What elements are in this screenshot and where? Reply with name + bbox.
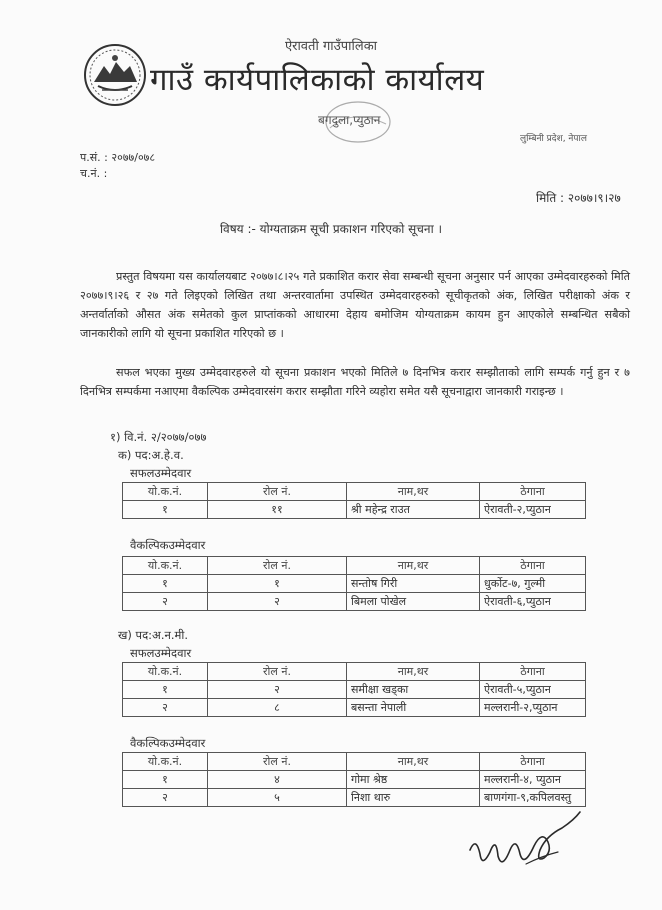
post-label-a: क) पद:अ.हे.व. xyxy=(118,448,184,462)
table-cell: ११ xyxy=(208,501,347,519)
column-header: नाम,थर xyxy=(347,483,480,501)
table-row xyxy=(123,789,586,807)
table-cell: मल्लरानी-२,प्युठान xyxy=(480,699,586,717)
province-name: लुम्बिनी प्रदेश, नेपाल xyxy=(520,134,587,144)
group-title-successful-a: सफलउम्मेदवार xyxy=(130,466,192,480)
table-cell: श्री महेन्द्र राउत xyxy=(347,501,480,519)
column-header: यो.क.नं. xyxy=(123,557,208,575)
table-row xyxy=(123,699,586,717)
table-header-row xyxy=(123,663,586,681)
group-title-successful-b: सफलउम्मेदवार xyxy=(130,646,192,660)
table-row xyxy=(123,771,586,789)
table-cell: निशा थारु xyxy=(347,789,480,807)
handwritten-signature-icon xyxy=(462,806,592,886)
table-row xyxy=(123,681,586,699)
results-table xyxy=(122,752,586,807)
subject-line: विषय :- योग्यताक्रम सूची प्रकाशन गरिएको सूचना । xyxy=(219,222,443,236)
table-header-row xyxy=(123,483,586,501)
column-header: रोल नं. xyxy=(208,663,347,681)
district-name: बगदुला,प्युठान xyxy=(318,113,381,127)
results-table xyxy=(122,662,586,717)
table-header-row xyxy=(123,753,586,771)
column-header: नाम,थर xyxy=(347,663,480,681)
table-cell: २ xyxy=(123,789,208,807)
office-title: गाउँ कार्यपालिकाको कार्यालय xyxy=(150,62,485,98)
table-row xyxy=(123,575,586,593)
table-cell: ऐरावती-५,प्युठान xyxy=(480,681,586,699)
table-cell: समीक्षा खड्का xyxy=(347,681,480,699)
table-cell: धुर्कोट-७, गुल्मी xyxy=(480,575,586,593)
table-cell: १ xyxy=(123,501,208,519)
table-cell: १ xyxy=(123,575,208,593)
column-header: ठेगाना xyxy=(480,663,586,681)
table-cell: १ xyxy=(208,575,347,593)
column-header: ठेगाना xyxy=(480,557,586,575)
body-paragraph-1: प्रस्तुत विषयमा यस कार्यालयबाट २०७७।८।२५ गते प्रकाशित करार सेवा सम्बन्धी सूचना अनुसार पर्न आएका उम्मेदवारहरुको मिति २०७७।९।२६ र २७ गते लिइएको लिखित तथा अन्तरवार्तामा उपस्थित उम्मेदवारहरुको सूचीकृतको अंक, लिखित परीक्षाको अंक र अन्तर्वार्ताको औसत अंक समेतको कुल प्राप्तांकको आधारमा देहाय बमोजिम योग्यताक्रम कायम हुन आएकोले सम्बन्धित सबैको जानकारीको लागि यो सूचना प्रकाशित गरिएको छ । xyxy=(80,270,630,340)
table-cell: बाणगंगा-९,कपिलवस्तु xyxy=(480,789,586,807)
table-cell: २ xyxy=(123,593,208,611)
notice-date: मिति : २०७७।९।२७ xyxy=(536,191,621,205)
table-row xyxy=(123,501,586,519)
column-header: ठेगाना xyxy=(480,483,586,501)
table-cell: १ xyxy=(123,681,208,699)
table-cell: ऐरावती-६,प्युठान xyxy=(480,593,586,611)
table-cell: ऐरावती-२,प्युठान xyxy=(480,501,586,519)
table-cell: बसन्ता नेपाली xyxy=(347,699,480,717)
table-cell: ८ xyxy=(208,699,347,717)
table-cell: २ xyxy=(123,699,208,717)
table-cell: मल्लरानी-४, प्युठान xyxy=(480,771,586,789)
column-header: नाम,थर xyxy=(347,753,480,771)
post-label-b: ख) पद:अ.न.मी. xyxy=(118,628,189,642)
results-table xyxy=(122,482,586,519)
table-cell: गोमा श्रेष्ठ xyxy=(347,771,480,789)
column-header: यो.क.नं. xyxy=(123,483,208,501)
table-row xyxy=(123,593,586,611)
column-header: ठेगाना xyxy=(480,753,586,771)
notice-number: १) वि.नं. २/२०७७/०७७ xyxy=(110,430,207,444)
body-paragraph-2: सफल भएका मुख्य उम्मेदवारहरुले यो सूचना प्रकाशन भएको मितिले ७ दिनभित्र करार सम्झौताको लागि सम्पर्क गर्नु हुन र ७ दिनभित्र सम्पर्कमा नआएमा वैकल्पिक उम्मेदवारसंग करार सम्झौता गरिने व्यहोरा समेत यसै सूचनाद्वारा जानकारी गराइन्छ । xyxy=(80,366,630,398)
column-header: यो.क.नं. xyxy=(123,663,208,681)
results-table xyxy=(122,556,586,611)
column-header: रोल नं. xyxy=(208,753,347,771)
column-header: यो.क.नं. xyxy=(123,753,208,771)
reference-number: प.सं. : २०७७/०७८ xyxy=(80,151,156,164)
table-cell: २ xyxy=(208,593,347,611)
column-header: रोल नं. xyxy=(208,483,347,501)
table-cell: ४ xyxy=(208,771,347,789)
municipality-name: ऐरावती गाउँपालिका xyxy=(284,39,378,54)
dispatch-number: च.नं. : xyxy=(80,167,108,180)
group-title-alternate-b: वैकल्पिकउम्मेदवार xyxy=(130,736,206,750)
column-header: नाम,थर xyxy=(347,557,480,575)
table-header-row xyxy=(123,557,586,575)
table-cell: १ xyxy=(123,771,208,789)
group-title-alternate-a: वैकल्पिकउम्मेदवार xyxy=(130,538,206,552)
table-cell: २ xyxy=(208,681,347,699)
table-cell: ५ xyxy=(208,789,347,807)
table-cell: बिमला पोखेल xyxy=(347,593,480,611)
column-header: रोल नं. xyxy=(208,557,347,575)
table-cell: सन्तोष गिरी xyxy=(347,575,480,593)
